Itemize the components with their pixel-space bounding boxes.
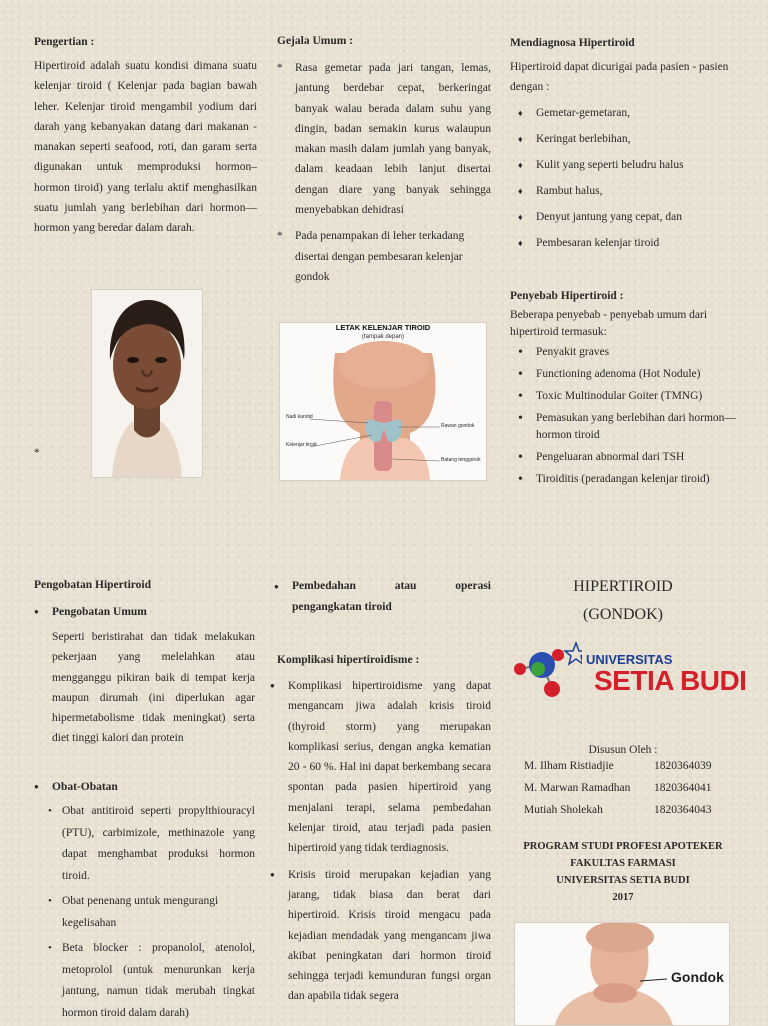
penyebab-heading: Penyebab Hipertiroid :	[510, 290, 624, 302]
program-line: 2017	[612, 892, 634, 903]
label-nadi-karotid: Nadi karotid	[286, 414, 313, 420]
cover-title: HIPERTIROID	[573, 578, 673, 595]
komplikasi-item: ● Komplikasi hipertiroidisme yang dapat mengancam jiwa adalah krisis tiroid (thyroid storm) yang merupakan komplikasi serius, dengan angka kematian 20 - 60 %. Hal ini dapat berkembang secara spontan pada pasien hipertiroid yang menjalani terapi, selama pembedahan kelenjar tiroid, atau terjadi pada pasien hipertiroid yang tidak terdiagnosis.	[288, 676, 491, 859]
diagnosa-item: ♦ Keringat berlebihan,	[536, 129, 736, 149]
komplikasi-item: ● Krisis tiroid merupakan kejadian yang jarang, tidak biasa dan berat dari hipertiroid. Krisis tiroid mengacu pada kejadian mendadak yang mengancam jiwa akibat peningkatan dari hormon tiroid sehingga terjadi kemunduran fungsi organ dan apabila tidak segera	[288, 865, 491, 1007]
pengobatan-umum-body: Seperti beristirahat dan tidak melakukan pekerjaan yang melelahkan atau mengganggu pikiran baik di tempat kerja maupun dirumah (ini diperlukan agar hipermetabolisme tidak meningkat) serta diet tinggi kalori dan protein	[52, 631, 255, 745]
author-id: 1820364039	[654, 760, 712, 772]
gejala-heading: Gejala Umum :	[277, 35, 354, 47]
diagram-subtitle: (tampak depan)	[361, 334, 405, 340]
program-block	[505, 838, 741, 906]
program-line: FAKULTAS FARMASI	[570, 858, 676, 869]
diagnosa-intro: Hipertiroid dapat dicurigai pada pasien - pasien dengan :	[510, 61, 729, 94]
obat-obatan-heading: ● Obat-Obatan	[52, 777, 255, 797]
prepared-by-label: Disusun Oleh :	[588, 744, 658, 756]
author-row	[524, 755, 734, 777]
program-line: PROGRAM STUDI PROFESI APOTEKER	[523, 841, 723, 852]
diagnosa-heading: Mendiagnosa Hipertiroid	[510, 37, 635, 49]
author-list	[524, 755, 734, 821]
pengertian-heading: Pengertian :	[34, 36, 95, 48]
gejala-item: * Pada penampakan di leher terkadang disertai dengan pembesaran kelenjar gondok	[295, 226, 491, 287]
goiter-photo	[514, 922, 730, 1026]
penyebab-item: • Penyakit graves	[536, 344, 736, 361]
penyebab-item: • Toxic Multinodular Goiter (TMNG)	[536, 388, 736, 405]
author-id: 1820364043	[654, 804, 712, 816]
program-line: UNIVERSITAS SETIA BUDI	[556, 875, 690, 886]
penyebab-intro: Beberapa penyebab - penyebab umum dari hipertiroid termasuk:	[510, 309, 708, 338]
penyebab-item: • Functioning adenoma (Hot Nodule)	[536, 366, 736, 383]
obat-item: • Obat antitiroid seperti propylthiouracyl (PTU), carbimizole, methinazole yang dapat menghambat produksi hormon tiroid.	[62, 801, 255, 887]
university-logo	[512, 641, 747, 705]
label-rawan-gondok: Rawan gondok	[441, 423, 475, 429]
penyebab-item: • Tiroiditis (peradangan kelenjar tiroid)	[536, 471, 736, 488]
thyroid-diagram	[279, 322, 487, 481]
gondok-label: Gondok	[671, 969, 724, 985]
diagnosa-item: ♦ Gemetar-gemetaran,	[536, 103, 736, 123]
author-name: M. Marwan Ramadhan	[524, 782, 631, 794]
pengobatan-umum-heading: ● Pengobatan Umum	[52, 602, 255, 622]
pengobatan-heading: Pengobatan Hipertiroid	[34, 579, 152, 591]
obat-item: • Obat penenang untuk mengurangi kegelisahan	[62, 891, 255, 934]
obat-item: • Beta blocker : propanolol, atenolol, metoprolol (untuk menurunkan kerja jantung, namun tidak merubah tingkat hormon tiroid dalam darah)	[62, 938, 255, 1024]
cover-subtitle: (GONDOK)	[583, 606, 663, 623]
penyebab-item: • Pemasukan yang berlebihan dari hormon—hormon tiroid	[536, 410, 736, 444]
gejala-item: * Rasa gemetar pada jari tangan, lemas, jantung berdebar cepat, berkeringat banyak walau berada dalam suhu yang dingin, badan semakin kurus walaupun makan masih dalam jumlah yang banyak, dalam keadaan lebih lanjut disertai dengan diare yang banyak sehingga menyebabkan dehidrasi	[295, 58, 491, 220]
author-id: 1820364041	[654, 782, 712, 794]
diagnosa-item: ♦ Kulit yang seperti beludru halus	[536, 155, 736, 175]
label-batang-tenggorok: Batang tenggorok	[441, 457, 481, 463]
author-name: M. Ilham Ristiadjie	[524, 760, 614, 772]
penyebab-item: • Pengeluaran abnormal dari TSH	[536, 449, 736, 466]
komplikasi-heading: Komplikasi hipertiroidisme :	[277, 654, 420, 666]
diagnosa-item: ♦ Denyut jantung yang cepat, dan	[536, 207, 736, 227]
diagnosa-item: ♦ Rambut halus,	[536, 181, 736, 201]
diagnosa-item: ♦ Pembesaran kelenjar tiroid	[536, 233, 736, 253]
logo-word-setia: SETIA	[594, 665, 674, 696]
logo-word-universitas: UNIVERSITAS	[586, 652, 673, 667]
pengertian-body: Hipertiroid adalah suatu kondisi dimana suatu kelenjar tiroid ( Kelenjar pada bagian bawah leher. Kelenjar tiroid mengambil yodium dari darah yang kebanyakan datang dari makanan - manakan seperti seafood, roti, dan garam serta digunakan untuk memproduksi hormon– hormon tiroid) yang terlalu aktif menghasilkan suatu jumlah yang berlebihan dari hormon—hormon yang beredar dalam darah.	[34, 60, 257, 235]
label-kelenjar-tiroid: Kelenjar tiroid	[286, 442, 317, 448]
diagram-title: LETAK KELENJAR TIROID	[335, 323, 431, 332]
author-name: Mutiah Sholekah	[524, 804, 603, 816]
author-row	[524, 799, 734, 821]
logo-word-budi: BUDI	[680, 665, 747, 696]
pembedahan-item: ● Pembedahan atau operasi pengangkatan tiroid	[292, 576, 491, 618]
author-row	[524, 777, 734, 799]
stray-asterisk: *	[34, 447, 40, 459]
logo-molecule-icon	[512, 641, 582, 705]
woman-photo	[91, 289, 203, 478]
